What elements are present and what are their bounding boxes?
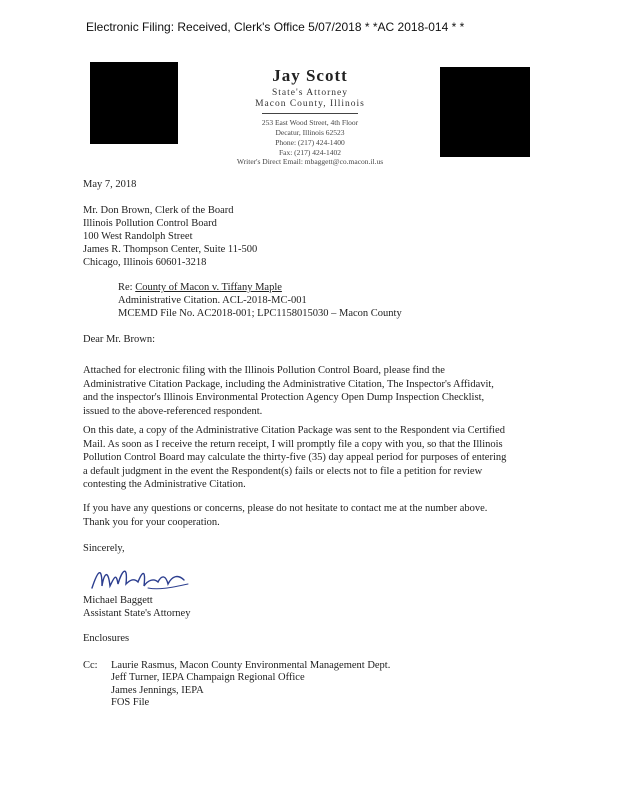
redacted-seal-left — [90, 62, 178, 144]
enclosures-label: Enclosures — [83, 633, 130, 644]
filing-stamp: Electronic Filing: Received, Clerk's Office 5/07/2018 * *AC 2018-014 * * — [86, 20, 465, 34]
cc-list — [111, 660, 390, 709]
salutation: Dear Mr. Brown: — [83, 334, 156, 345]
body-paragraph-3 — [83, 502, 533, 529]
signer-name: Michael Baggett — [83, 595, 153, 606]
paragraph-line: If you have any questions or concerns, please do not hesitate to contact me at the number above. — [83, 503, 488, 514]
recipient-line: 100 West Randolph Street — [83, 231, 193, 242]
re-citation: Administrative Citation. ACL-2018-MC-001 — [118, 295, 307, 306]
letterhead-address-line: Decatur, Illinois 62523 — [275, 128, 345, 137]
letter-date: May 7, 2018 — [83, 179, 137, 190]
paragraph-line: Thank you for your cooperation. — [83, 516, 220, 528]
paragraph-line: Pollution Control Board may calculate the thirty-five (35) day appeal period for purposes of entering — [83, 452, 507, 463]
cc-recipient: Jeff Turner, IEPA Champaign Regional Office — [111, 672, 305, 684]
body-paragraph-1 — [83, 364, 533, 418]
re-line — [118, 281, 282, 294]
paragraph-line: contesting the Administrative Citation. — [83, 479, 246, 490]
signer-title: Assistant State's Attorney — [83, 608, 191, 619]
signature-image — [88, 560, 198, 596]
cc-recipient: FOS File — [111, 696, 150, 708]
recipient-line: Illinois Pollution Control Board — [83, 218, 217, 229]
paragraph-line: Attached for electronic filing with the Illinois Pollution Control Board, please find the — [83, 365, 445, 376]
recipient-line: James R. Thompson Center, Suite 11-500 — [83, 244, 258, 255]
letterhead-rule — [262, 113, 358, 114]
re-prefix: Re: — [118, 282, 133, 293]
letterhead-email: Writer's Direct Email: mbaggett@co.macon.il.us — [236, 157, 384, 166]
redacted-seal-right — [440, 67, 530, 157]
paragraph-line: issued to the above-referenced respondent. — [83, 405, 263, 417]
letterhead-name: Jay Scott — [272, 66, 348, 85]
letterhead-address-line: 253 East Wood Street, 4th Floor — [261, 118, 359, 127]
cc-label: Cc: — [83, 660, 98, 671]
cc-recipient: Laurie Rasmus, Macon County Environmental Management Dept. — [111, 660, 391, 671]
paragraph-line: a default judgment in the event the Respondent(s) fails or elects not to file a petition for review — [83, 465, 483, 477]
letterhead-county: Macon County, Illinois — [255, 99, 365, 109]
letterhead-phone: Phone: (217) 424-1400 — [275, 138, 345, 147]
paragraph-line: Administrative Citation Package, including the Administrative Citation, The Inspector's Affidavit, — [83, 378, 494, 390]
letterhead-title: State's Attorney — [271, 88, 349, 98]
recipient-line: Chicago, Illinois 60601-3218 — [83, 257, 207, 268]
closing: Sincerely, — [83, 543, 125, 554]
paragraph-line: and the inspector's Illinois Environmental Protection Agency Open Dump Inspection Checklist, — [83, 392, 485, 403]
recipient-line: Mr. Don Brown, Clerk of the Board — [83, 205, 234, 216]
body-paragraph-2 — [83, 424, 533, 492]
re-case-name: County of Macon v. Tiffany Maple — [135, 282, 282, 293]
cc-recipient: James Jennings, IEPA — [111, 684, 204, 696]
paragraph-line: On this date, a copy of the Administrative Citation Package was sent to the Respondent via Certified — [83, 425, 505, 436]
re-file-no: MCEMD File No. AC2018-001; LPC1158015030 – Macon County — [118, 308, 402, 319]
letterhead-fax: Fax: (217) 424-1402 — [278, 148, 342, 157]
paragraph-line: Mail. As soon as I receive the return receipt, I will promptly file a copy with you, so that the Illinois — [83, 438, 503, 450]
